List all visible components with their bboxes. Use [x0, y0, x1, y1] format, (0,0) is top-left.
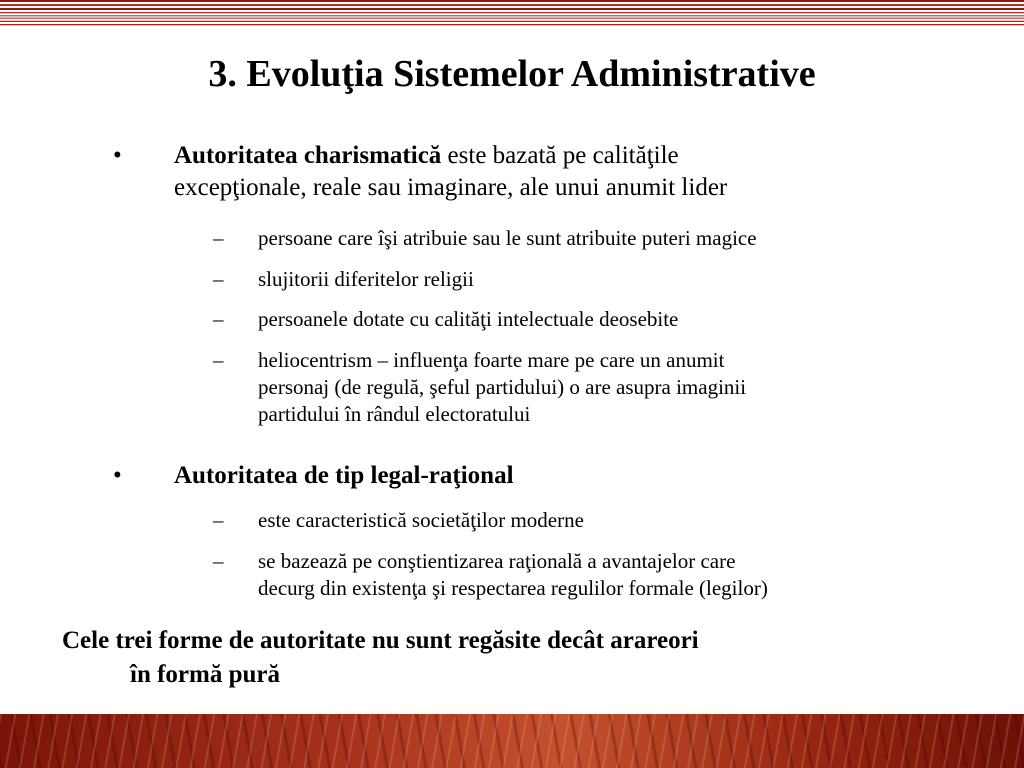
subitem-text: personaj (de regulă, şeful partidului) o are asupra imaginii: [258, 375, 747, 399]
subitem: [258, 548, 998, 602]
dash-marker: –: [213, 267, 224, 291]
bullet-marker: •: [113, 462, 122, 489]
subitem-text: decurg din existenţa şi respectarea regulilor formale (legilor): [258, 576, 768, 600]
bullet-text-line2: excepţionale, reale sau imaginare, ale unui anumit lider: [174, 174, 728, 201]
slide-title: 3. Evoluţia Sistemelor Administrative: [208, 53, 816, 95]
subitem: [258, 347, 978, 428]
bullet-marker: •: [113, 142, 122, 169]
dash-marker: –: [213, 348, 224, 372]
bullet-item-charismatic: [174, 140, 974, 204]
top-decorative-band: [0, 0, 1024, 26]
subitem-text: persoanele dotate cu calităţi intelectuale deosebite: [258, 307, 679, 331]
closing-line2: în formă pură: [130, 661, 280, 688]
bullet-bold-text: Autoritatea charismatică: [174, 142, 442, 169]
bottom-decorative-band: [0, 714, 1024, 768]
bullet-bold-text: Autoritatea de tip legal-raţional: [174, 462, 514, 489]
subitem: [258, 266, 978, 293]
dash-marker: –: [213, 226, 224, 250]
dash-marker: –: [213, 508, 224, 532]
closing-statement: [62, 624, 962, 692]
subitem: [258, 225, 978, 252]
bullet-item-legal-rational: [174, 460, 974, 492]
subitem: [258, 507, 978, 534]
subitem: [258, 306, 978, 333]
subitem-text: se bazează pe conştientizarea raţională a avantajelor care: [258, 549, 736, 573]
dash-marker: –: [213, 307, 224, 331]
subitem-text: heliocentrism – influenţa foarte mare pe care un anumit: [258, 348, 725, 372]
closing-line1: Cele trei forme de autoritate nu sunt regăsite decât arareori: [62, 627, 699, 654]
subitem-text: persoane care îşi atribuie sau le sunt atribuite puteri magice: [258, 226, 757, 250]
dash-marker: –: [213, 549, 224, 573]
subitem-text: slujitorii diferitelor religii: [258, 267, 474, 291]
subitem-text: este caracteristică societăţilor moderne: [258, 508, 584, 532]
bullet-text-line1: este bazată pe calităţile: [441, 142, 679, 169]
subitem-text: partidului în rândul electoratului: [258, 402, 531, 426]
